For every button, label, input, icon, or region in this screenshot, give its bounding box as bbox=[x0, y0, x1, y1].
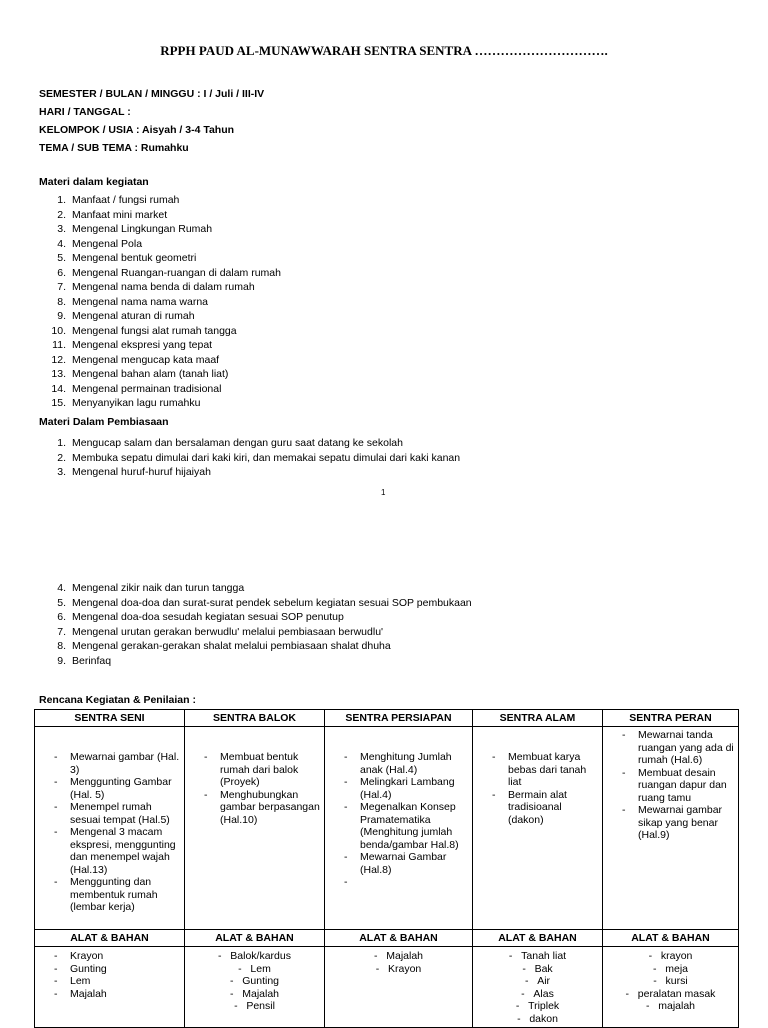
list-item-text: Mengenal bahan alam (tanah liat) bbox=[72, 368, 229, 380]
list-number: 8. bbox=[57, 640, 66, 652]
list-item bbox=[39, 581, 472, 596]
dash-bullet: - bbox=[54, 962, 58, 975]
cell-item-text: Lem bbox=[70, 975, 91, 987]
list-item bbox=[39, 338, 281, 353]
dash-bullet: - bbox=[622, 729, 626, 741]
list-number: 9. bbox=[57, 310, 66, 322]
cell-item-text: Mewarnai tanda ruangan yang ada di rumah (Hal.6) bbox=[638, 729, 734, 766]
materi-kegiatan-list bbox=[39, 193, 281, 411]
cell-item-text: Gunting bbox=[70, 962, 107, 975]
seni-alat-header: ALAT & BAHAN bbox=[35, 930, 185, 947]
cell-item-text: Menggunting dan membentuk rumah (lembar kerja) bbox=[70, 876, 158, 913]
dash-bullet: - bbox=[54, 987, 58, 1000]
list-number: 15. bbox=[51, 397, 66, 409]
list-item-text: Mengucap salam dan bersalaman dengan guru saat datang ke sekolah bbox=[72, 437, 403, 449]
list-number: 5. bbox=[57, 252, 66, 264]
cell-item-text: Lem bbox=[250, 962, 271, 975]
list-number: 11. bbox=[52, 339, 66, 351]
cell-item-text: Majalah bbox=[70, 987, 107, 1000]
list-number: 6. bbox=[57, 611, 66, 623]
cell-item-text: Krayon bbox=[387, 962, 422, 975]
cell-item-text: Melingkari Lambang (Hal.4) bbox=[360, 776, 455, 801]
dash-bullet: - bbox=[653, 975, 666, 987]
cell-item-text: krayon bbox=[660, 950, 693, 962]
cell-item-text: Majalah bbox=[242, 987, 280, 1000]
cell-list-item bbox=[185, 1000, 324, 1013]
cell-list-item bbox=[603, 1000, 738, 1013]
dash-bullet: - bbox=[54, 776, 58, 788]
cell-item-text: majalah bbox=[658, 1000, 696, 1012]
cell-list-item bbox=[603, 950, 738, 963]
cell-item-text: Alas bbox=[533, 987, 554, 1000]
hari-line: HARI / TANGGAL : bbox=[39, 106, 131, 118]
cell-list-item bbox=[473, 963, 602, 976]
list-item-text: Mengenal bentuk geometri bbox=[72, 252, 197, 264]
list-item bbox=[39, 610, 472, 625]
sentra-header-row bbox=[35, 710, 739, 727]
list-item bbox=[39, 382, 281, 397]
alat-header-row bbox=[35, 930, 739, 947]
cell-item-text: Menghubungkan gambar berpasangan (Hal.10) bbox=[220, 788, 320, 826]
cell-item-text: Mengenal 3 macam ekspresi, menggunting dan menempel wajah (Hal.13) bbox=[70, 826, 176, 876]
cell-item-text: Krayon bbox=[70, 950, 104, 962]
list-number: 1. bbox=[57, 437, 66, 449]
list-item-text: Mengenal Ruangan-ruangan di dalam rumah bbox=[72, 266, 281, 279]
list-item-text: Mengenal huruf-huruf hijaiyah bbox=[72, 466, 211, 478]
cell-item-text: Majalah bbox=[386, 950, 424, 962]
cell-list-item bbox=[473, 950, 602, 963]
alam-alat-header: ALAT & BAHAN bbox=[473, 930, 603, 947]
cell-item-text: Megenalkan Konsep Pramatematika (Menghitung jumlah benda/gambar Hal.8) bbox=[360, 801, 459, 851]
cell-list-item bbox=[606, 804, 736, 842]
rencana-table bbox=[34, 709, 739, 1028]
cell-list-item bbox=[325, 963, 472, 976]
dash-bullet: - bbox=[204, 788, 208, 801]
cell-list-item bbox=[606, 767, 736, 805]
peran-alat-cell bbox=[603, 947, 739, 1028]
list-number: 1. bbox=[57, 194, 66, 206]
sentra-peran-header: SENTRA PERAN bbox=[603, 710, 739, 727]
dash-bullet: - bbox=[625, 987, 638, 1000]
cell-item-text: Balok/kardus bbox=[230, 950, 291, 962]
dash-bullet: - bbox=[54, 975, 58, 987]
cell-list-item bbox=[328, 801, 470, 851]
dash-bullet: - bbox=[373, 950, 387, 962]
cell-item-text: Membuat bentuk rumah dari balok (Proyek) bbox=[220, 751, 299, 788]
cell-list-item bbox=[38, 975, 182, 988]
dash-bullet: - bbox=[344, 851, 348, 863]
cell-list-item bbox=[38, 988, 182, 1001]
cell-list-item bbox=[185, 950, 324, 963]
list-number: 14. bbox=[51, 382, 66, 395]
persiapan-alat-cell bbox=[325, 947, 473, 1028]
cell-item-text: Bak bbox=[534, 962, 553, 975]
dash-bullet: - bbox=[492, 788, 496, 801]
list-item-text: Mengenal permainan tradisional bbox=[72, 382, 222, 395]
sentra-alam-header: SENTRA ALAM bbox=[473, 710, 603, 727]
dash-bullet: - bbox=[344, 876, 348, 888]
list-number: 2. bbox=[57, 451, 66, 464]
alam-alat-cell bbox=[473, 947, 603, 1028]
dash-bullet: - bbox=[522, 962, 535, 975]
dash-bullet: - bbox=[229, 975, 243, 987]
list-item-text: Mengenal urutan gerakan berwudlu' melalui pembiasaan berwudlu' bbox=[72, 625, 384, 638]
cell-list-item bbox=[188, 789, 322, 827]
cell-list-item bbox=[473, 988, 602, 1001]
list-number: 6. bbox=[57, 266, 66, 279]
cell-list-item bbox=[476, 751, 600, 789]
cell-list-item bbox=[473, 1000, 602, 1013]
list-item-text: Membuka sepatu dimulai dari kaki kiri, dan memakai sepatu dimulai dari kaki kanan bbox=[72, 451, 461, 464]
balok-alat-cell bbox=[185, 947, 325, 1028]
list-number: 12. bbox=[51, 353, 66, 366]
cell-list-item bbox=[328, 751, 470, 776]
dash-bullet: - bbox=[344, 801, 348, 813]
dash-bullet: - bbox=[648, 950, 661, 962]
cell-item-text: Tanah liat bbox=[521, 950, 567, 962]
cell-list-item bbox=[473, 975, 602, 988]
list-number: 7. bbox=[57, 625, 66, 638]
list-item bbox=[39, 654, 472, 669]
dash-bullet: - bbox=[492, 751, 496, 763]
sentra-balok-header: SENTRA BALOK bbox=[185, 710, 325, 727]
sentra-persiapan-header: SENTRA PERSIAPAN bbox=[325, 710, 473, 727]
persiapan-alat-header: ALAT & BAHAN bbox=[325, 930, 473, 947]
list-item-text: Mengenal nama nama warna bbox=[72, 295, 208, 308]
list-item bbox=[39, 266, 281, 281]
list-number: 7. bbox=[57, 281, 66, 293]
list-item bbox=[39, 295, 281, 310]
list-item-text: Mengenal gerakan-gerakan shalat melalui pembiasaan shalat dhuha bbox=[72, 640, 391, 652]
cell-list-item bbox=[38, 801, 182, 826]
list-item bbox=[39, 353, 281, 368]
list-item bbox=[39, 222, 281, 237]
dash-bullet: - bbox=[54, 826, 58, 838]
cell-item-text: Menggunting Gambar (Hal. 5) bbox=[70, 776, 172, 801]
cell-list-item bbox=[188, 751, 322, 789]
dash-bullet: - bbox=[524, 975, 538, 987]
cell-list-item bbox=[473, 1013, 602, 1026]
list-item-text: Mengenal fungsi alat rumah tangga bbox=[72, 324, 237, 337]
list-item-text: Berinfaq bbox=[72, 654, 112, 667]
dash-bullet: - bbox=[375, 962, 388, 975]
cell-item-text: Bermain alat tradisioanal (dakon) bbox=[508, 788, 567, 826]
cell-item-text: Menghitung Jumlah anak (Hal.4) bbox=[360, 751, 452, 776]
cell-list-item bbox=[185, 963, 324, 976]
cell-list-item bbox=[38, 963, 182, 976]
cell-item-text: Mewarnai gambar (Hal. 3) bbox=[70, 751, 180, 776]
list-item-text: Mengenal zikir naik dan turun tangga bbox=[72, 582, 245, 594]
list-number: 2. bbox=[57, 208, 66, 221]
cell-list-item bbox=[185, 975, 324, 988]
cell-item-text: meja bbox=[665, 962, 688, 975]
list-item-text: Mengenal doa-doa sesudah kegiatan sesuai SOP penutup bbox=[72, 611, 344, 623]
cell-list-item bbox=[325, 950, 472, 963]
dash-bullet: - bbox=[622, 766, 626, 779]
alam-activities-cell bbox=[473, 727, 603, 930]
dash-bullet: - bbox=[344, 776, 348, 788]
sentra-seni-header: SENTRA SENI bbox=[35, 710, 185, 727]
dash-bullet: - bbox=[204, 751, 208, 763]
cell-list-item bbox=[38, 876, 182, 914]
cell-list-item bbox=[603, 963, 738, 976]
dash-bullet: - bbox=[54, 876, 58, 888]
dash-bullet: - bbox=[652, 962, 666, 975]
materi-pembiasaan-list-page1 bbox=[39, 436, 460, 480]
list-number: 13. bbox=[51, 368, 66, 380]
cell-list-item bbox=[603, 988, 738, 1001]
list-number: 3. bbox=[57, 223, 66, 235]
cell-item-text: Triplek bbox=[528, 1000, 560, 1012]
dash-bullet: - bbox=[521, 987, 534, 1000]
persiapan-activities-cell bbox=[325, 727, 473, 930]
peran-alat-header: ALAT & BAHAN bbox=[603, 930, 739, 947]
cell-item-text: kursi bbox=[665, 975, 688, 987]
page-number: 1 bbox=[381, 488, 386, 497]
dash-bullet: - bbox=[229, 987, 243, 1000]
cell-list-item bbox=[38, 776, 182, 801]
list-item-text: Mengenal Lingkungan Rumah bbox=[72, 223, 213, 235]
cell-item-text: Mewarnai gambar sikap yang benar (Hal.9) bbox=[638, 804, 723, 841]
list-item bbox=[39, 367, 281, 382]
list-item bbox=[39, 465, 460, 480]
materi-kegiatan-heading: Materi dalam kegiatan bbox=[39, 176, 149, 188]
cell-list-item bbox=[476, 789, 600, 827]
dash-bullet: - bbox=[54, 950, 58, 962]
materi-pembiasaan-heading: Materi Dalam Pembiasaan bbox=[39, 416, 169, 428]
list-item bbox=[39, 625, 472, 640]
list-item bbox=[39, 251, 281, 266]
cell-list-item bbox=[328, 776, 470, 801]
list-item-text: Mengenal doa-doa dan surat-surat pendek sebelum kegiatan sesuai SOP pembukaan bbox=[72, 596, 472, 609]
list-item bbox=[39, 324, 281, 339]
cell-list-item bbox=[603, 975, 738, 988]
list-number: 5. bbox=[57, 596, 66, 609]
cell-item-text: dakon bbox=[529, 1012, 558, 1025]
cell-list-item bbox=[328, 851, 470, 876]
cell-item-text: Membuat desain ruangan dapur dan ruang tamu bbox=[638, 766, 727, 804]
cell-item-text: Mewarnai Gambar (Hal.8) bbox=[360, 851, 447, 876]
cell-item-text: Air bbox=[537, 975, 551, 987]
list-item-text: Mengenal mengucap kata maaf bbox=[72, 353, 220, 366]
cell-item-text: Membuat karya bebas dari tanah liat bbox=[508, 751, 587, 788]
list-number: 10. bbox=[51, 324, 66, 337]
list-item-text: Mengenal nama benda di dalam rumah bbox=[72, 281, 255, 293]
dash-bullet: - bbox=[344, 751, 348, 763]
cell-item-text: Gunting bbox=[242, 975, 280, 987]
list-item-text: Mengenal aturan di rumah bbox=[72, 310, 195, 322]
list-item-text: Menyanyikan lagu rumahku bbox=[72, 397, 201, 409]
list-item bbox=[39, 208, 281, 223]
document-title: RPPH PAUD AL-MUNAWWARAH SENTRA SENTRA …………………………. bbox=[160, 43, 608, 58]
cell-list-item bbox=[606, 729, 736, 767]
cell-item-text: Pensil bbox=[246, 1000, 275, 1012]
dash-bullet: - bbox=[238, 962, 251, 975]
kelompok-line: KELOMPOK / USIA : Aisyah / 3-4 Tahun bbox=[39, 124, 235, 136]
dash-bullet: - bbox=[54, 751, 58, 763]
list-item bbox=[39, 309, 281, 324]
list-item-text: Mengenal ekspresi yang tepat bbox=[72, 339, 213, 351]
list-item-text: Mengenal Pola bbox=[72, 237, 143, 250]
dash-bullet: - bbox=[54, 801, 58, 813]
cell-item-text: peralatan masak bbox=[637, 987, 716, 1000]
list-item bbox=[39, 193, 281, 208]
seni-alat-cell bbox=[35, 947, 185, 1028]
list-item bbox=[39, 280, 281, 295]
rencana-heading: Rencana Kegiatan & Penilaian : bbox=[39, 694, 196, 706]
list-item bbox=[39, 639, 472, 654]
list-item bbox=[39, 396, 281, 411]
list-item-text: Manfaat mini market bbox=[72, 208, 168, 221]
list-item-text: Manfaat / fungsi rumah bbox=[72, 194, 180, 206]
list-number: 4. bbox=[57, 237, 66, 250]
cell-list-item bbox=[38, 826, 182, 876]
list-item bbox=[39, 596, 472, 611]
list-number: 8. bbox=[57, 295, 66, 308]
dash-bullet: - bbox=[515, 1000, 529, 1012]
cell-item-text: Menempel rumah sesuai tempat (Hal.5) bbox=[70, 801, 170, 826]
alat-row bbox=[35, 947, 739, 1028]
balok-activities-cell bbox=[185, 727, 325, 930]
peran-activities-cell bbox=[603, 727, 739, 930]
list-item bbox=[39, 436, 460, 451]
dash-bullet: - bbox=[645, 1000, 659, 1012]
cell-list-item bbox=[38, 950, 182, 963]
dash-bullet: - bbox=[508, 950, 522, 962]
list-number: 9. bbox=[57, 654, 66, 667]
semester-line: SEMESTER / BULAN / MINGGU : I / Juli / III-IV bbox=[39, 88, 265, 100]
list-number: 3. bbox=[57, 466, 66, 478]
dash-bullet: - bbox=[234, 1000, 247, 1012]
dash-bullet: - bbox=[622, 804, 626, 816]
cell-list-item bbox=[38, 751, 182, 776]
list-item bbox=[39, 237, 281, 252]
meta-block bbox=[39, 85, 264, 157]
activities-row bbox=[35, 727, 739, 930]
list-number: 4. bbox=[57, 582, 66, 594]
seni-activities-cell bbox=[35, 727, 185, 930]
dash-bullet: - bbox=[517, 1012, 530, 1025]
balok-alat-header: ALAT & BAHAN bbox=[185, 930, 325, 947]
list-item bbox=[39, 451, 460, 466]
tema-line: TEMA / SUB TEMA : Rumahku bbox=[39, 142, 189, 154]
dash-bullet: - bbox=[218, 950, 231, 962]
cell-list-item bbox=[185, 988, 324, 1001]
materi-pembiasaan-list-page2 bbox=[39, 581, 472, 668]
